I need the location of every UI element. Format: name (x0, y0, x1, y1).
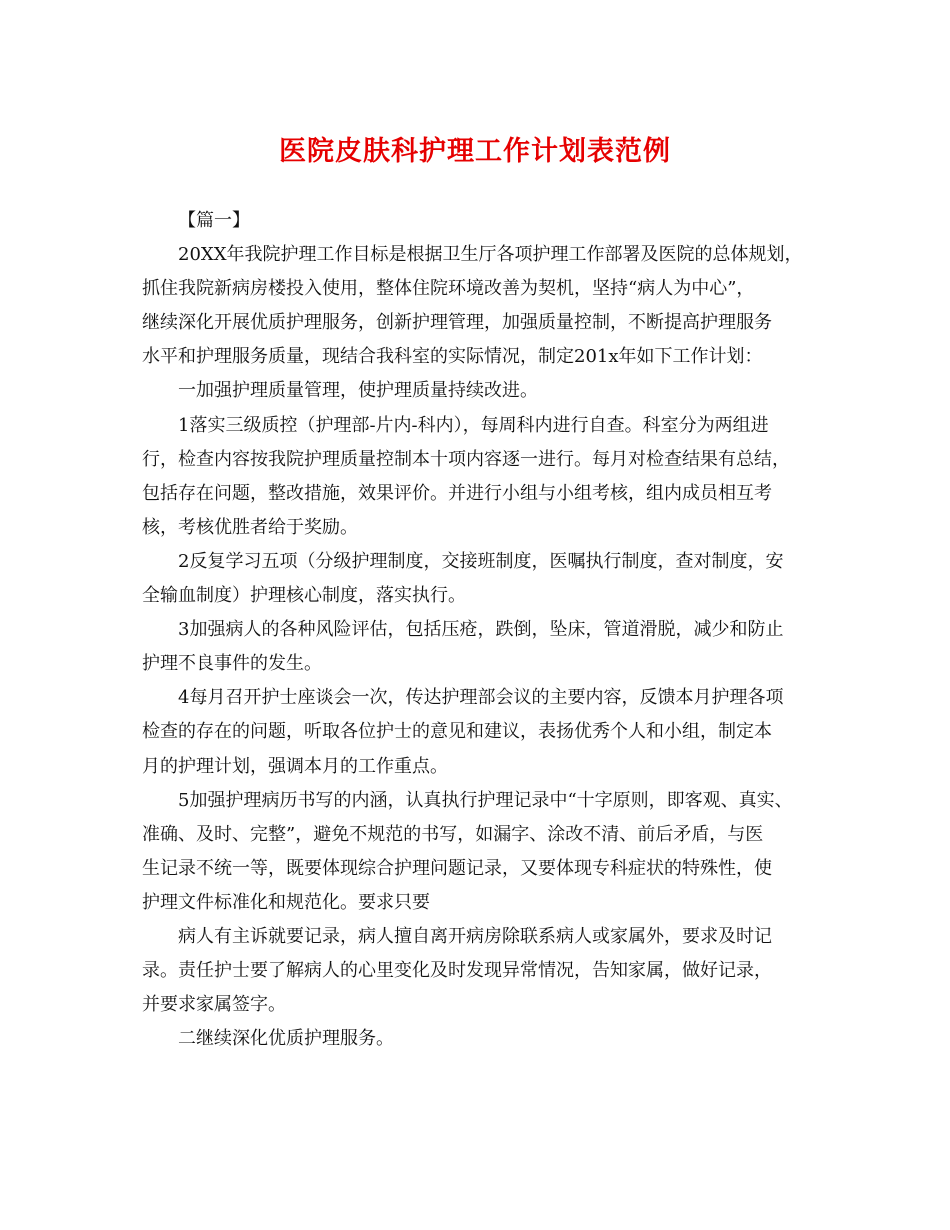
paragraph-line: 护理不良事件的发生。 (142, 653, 322, 675)
paragraph-line: 水平和护理服务质量，现结合我科室的实际情况，制定201x年如下工作计划： (142, 346, 763, 368)
paragraph-line: 抓住我院新病房楼投入使用，整体住院环境改善为契机，坚持“病人为中心”， (142, 278, 755, 300)
paragraph-line: 并要求家属签字。 (142, 994, 286, 1016)
paragraph-line: 继续深化开展优质护理服务，创新护理管理，加强质量控制，不断提高护理服务 (142, 312, 772, 334)
document-body (142, 204, 832, 1056)
paragraph-line: 包括存在问题，整改措施，效果评价。并进行小组与小组考核，组内成员相互考 (142, 482, 772, 504)
paragraph-line: 行，检查内容按我院护理质量控制本十项内容逐一进行。每月对检查结果有总结， (142, 448, 790, 470)
paragraph-line: 病人有主诉就要记录，病人擅自离开病房除联系病人或家属外，要求及时记 (178, 925, 772, 947)
paragraph-line: 护理文件标准化和规范化。要求只要 (142, 891, 430, 913)
paragraph-line: 4每月召开护士座谈会一次，传达护理部会议的主要内容，反馈本月护理各项 (178, 687, 784, 709)
paragraph-line: 3加强病人的各种风险评估，包括压疮，跌倒，坠床，管道滑脱，减少和防止 (178, 619, 784, 641)
paragraph-line: 月的护理计划，强调本月的工作重点。 (142, 755, 448, 777)
paragraph-line: 录。责任护士要了解病人的心里变化及时发现异常情况，告知家属，做好记录， (142, 960, 772, 982)
paragraph-line: 2反复学习五项（分级护理制度，交接班制度，医嘱执行制度，查对制度，安 (178, 550, 784, 572)
paragraph-line: 全输血制度）护理核心制度，落实执行。 (142, 585, 466, 607)
paragraph-line: 5加强护理病历书写的内涵，认真执行护理记录中“十字原则，即客观、真实、 (178, 789, 793, 811)
paragraph-line: 核，考核优胜者给于奖励。 (142, 516, 358, 538)
heading-line: 二继续深化优质护理服务。 (178, 1028, 394, 1050)
paragraph-line: 检查的存在的问题，听取各位护士的意见和建议，表扬优秀个人和小组，制定本 (142, 721, 772, 743)
paragraph-line: 1落实三级质控（护理部-片内-科内），每周科内进行自查。科室分为两组进 (178, 414, 769, 436)
heading-line: 一加强护理质量管理，使护理质量持续改进。 (178, 380, 538, 402)
document-title: 医院皮肤科护理工作计划表范例 (279, 136, 671, 167)
paragraph-line: 准确、及时、完整”，避免不规范的书写，如漏字、涂改不清、前后矛盾，与医 (142, 823, 764, 845)
section-label: 【篇一】 (178, 210, 250, 231)
paragraph-line: 20XX年我院护理工作目标是根据卫生厅各项护理工作部署及医院的总体规划， (178, 244, 803, 266)
paragraph-line: 生记录不统一等，既要体现综合护理问题记录，又要体现专科症状的特殊性，使 (142, 857, 772, 879)
